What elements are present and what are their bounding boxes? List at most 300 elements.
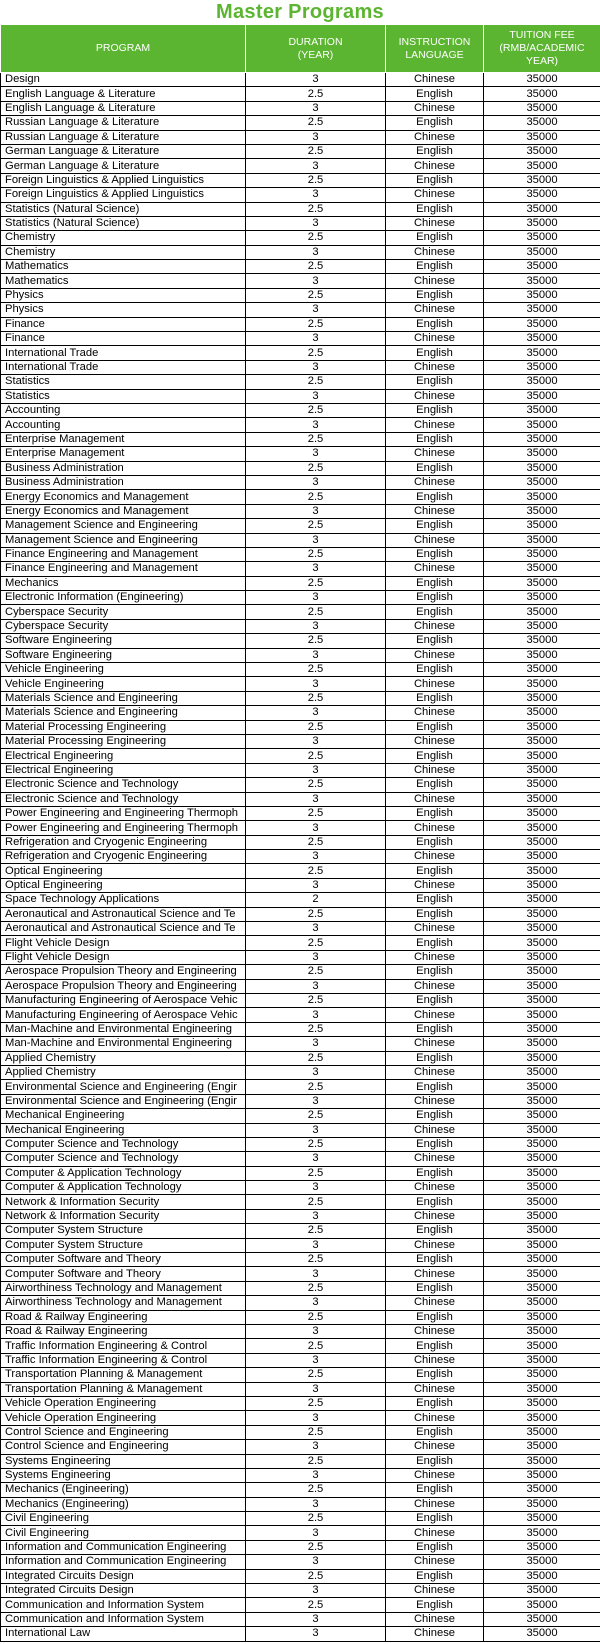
table-row [1,490,600,504]
language-cell: Chinese [386,1238,484,1252]
fee-cell: 35000 [484,792,600,806]
duration-cell: 2.5 [246,116,386,130]
fee-cell: 35000 [484,763,600,777]
table-row [1,1569,600,1583]
program-cell: Environmental Science and Engineering (Engir [1,1094,246,1108]
duration-cell: 2.5 [246,1396,386,1410]
duration-cell: 3 [246,73,386,87]
fee-cell: 35000 [484,1540,600,1554]
table-row [1,1224,600,1238]
duration-cell: 2.5 [246,907,386,921]
table-row [1,922,600,936]
fee-cell: 35000 [484,1267,600,1281]
program-cell: Vehicle Operation Engineering [1,1411,246,1425]
language-cell: Chinese [386,1411,484,1425]
language-cell: Chinese [386,475,484,489]
fee-cell: 35000 [484,778,600,792]
duration-cell: 3 [246,734,386,748]
duration-cell: 2.5 [246,403,386,417]
fee-cell: 35000 [484,619,600,633]
language-cell: Chinese [386,1468,484,1482]
fee-cell: 35000 [484,101,600,115]
language-cell: Chinese [386,1209,484,1223]
table-row [1,1382,600,1396]
fee-cell: 35000 [484,73,600,87]
duration-cell: 3 [246,1296,386,1310]
table-row [1,130,600,144]
fee-cell: 35000 [484,1555,600,1569]
program-cell: Business Administration [1,461,246,475]
fee-cell: 35000 [484,274,600,288]
fee-cell: 35000 [484,389,600,403]
language-cell: English [386,965,484,979]
fee-cell: 35000 [484,144,600,158]
program-cell: Accounting [1,403,246,417]
duration-cell: 2.5 [246,749,386,763]
header-duration [246,25,386,73]
language-cell: Chinese [386,101,484,115]
fee-cell: 35000 [484,1598,600,1612]
fee-cell: 35000 [484,677,600,691]
program-cell: Finance Engineering and Management [1,562,246,576]
fee-cell: 35000 [484,1497,600,1511]
table-row [1,591,600,605]
duration-cell: 3 [246,101,386,115]
duration-cell: 3 [246,1440,386,1454]
table-row [1,936,600,950]
language-cell: Chinese [386,1497,484,1511]
fee-cell: 35000 [484,1324,600,1338]
duration-cell: 3 [246,1065,386,1079]
table-row [1,1281,600,1295]
duration-cell: 3 [246,475,386,489]
language-cell: Chinese [386,274,484,288]
fee-cell: 35000 [484,1368,600,1382]
duration-cell: 2.5 [246,87,386,101]
language-cell: English [386,893,484,907]
language-cell: Chinese [386,1382,484,1396]
program-cell: Materials Science and Engineering [1,691,246,705]
fee-cell: 35000 [484,850,600,864]
language-cell: Chinese [386,130,484,144]
table-row [1,778,600,792]
table-row [1,1209,600,1223]
table-row [1,835,600,849]
table-row [1,1008,600,1022]
table-row [1,1324,600,1338]
table-row [1,734,600,748]
program-cell: Mathematics [1,274,246,288]
language-cell: Chinese [386,1627,484,1641]
fee-cell: 35000 [484,1281,600,1295]
table-row [1,116,600,130]
program-cell: Electronic Science and Technology [1,778,246,792]
language-cell: Chinese [386,562,484,576]
language-cell: Chinese [386,878,484,892]
table-row [1,288,600,302]
table-row [1,188,600,202]
fee-cell: 35000 [484,749,600,763]
fee-cell: 35000 [484,360,600,374]
duration-cell: 3 [246,1526,386,1540]
table-row [1,260,600,274]
duration-cell: 3 [246,922,386,936]
duration-cell: 3 [246,850,386,864]
language-cell: Chinese [386,360,484,374]
language-cell: English [386,663,484,677]
program-cell: International Trade [1,360,246,374]
duration-cell: 3 [246,648,386,662]
fee-cell: 35000 [484,403,600,417]
table-row [1,1310,600,1324]
fee-cell: 35000 [484,878,600,892]
duration-cell: 2.5 [246,576,386,590]
fee-cell: 35000 [484,979,600,993]
program-cell: Chemistry [1,231,246,245]
table-row [1,994,600,1008]
language-cell: English [386,1109,484,1123]
table-row [1,461,600,475]
table-row [1,1037,600,1051]
fee-cell: 35000 [484,188,600,202]
language-cell: Chinese [386,418,484,432]
program-cell: Computer & Application Technology [1,1181,246,1195]
program-cell: Refrigeration and Cryogenic Engineering [1,850,246,864]
language-cell: English [386,346,484,360]
fee-cell: 35000 [484,346,600,360]
program-cell: Mechanics (Engineering) [1,1483,246,1497]
language-cell: English [386,173,484,187]
language-cell: English [386,1569,484,1583]
table-row [1,533,600,547]
program-cell: International Trade [1,346,246,360]
fee-cell: 35000 [484,706,600,720]
language-cell: English [386,1310,484,1324]
language-cell: English [386,116,484,130]
program-cell: Chemistry [1,245,246,259]
duration-cell: 3 [246,1324,386,1338]
program-cell: German Language & Literature [1,144,246,158]
duration-cell: 3 [246,1094,386,1108]
duration-cell: 3 [246,1152,386,1166]
program-cell: Energy Economics and Management [1,504,246,518]
fee-cell: 35000 [484,447,600,461]
program-cell: Materials Science and Engineering [1,706,246,720]
duration-cell: 2.5 [246,663,386,677]
language-cell: English [386,634,484,648]
fee-cell: 35000 [484,1627,600,1641]
program-cell: Business Administration [1,475,246,489]
language-cell: Chinese [386,648,484,662]
table-row [1,1296,600,1310]
table-row [1,173,600,187]
program-cell: Man-Machine and Environmental Engineering [1,1022,246,1036]
table-row [1,677,600,691]
fee-cell: 35000 [484,950,600,964]
language-cell: Chinese [386,533,484,547]
table-row [1,749,600,763]
fee-cell: 35000 [484,418,600,432]
fee-cell: 35000 [484,1382,600,1396]
table-row [1,562,600,576]
table-row [1,403,600,417]
duration-cell: 3 [246,447,386,461]
program-cell: Transportation Planning & Management [1,1382,246,1396]
language-cell: Chinese [386,763,484,777]
language-cell: Chinese [386,1584,484,1598]
table-row [1,878,600,892]
language-cell: Chinese [386,1526,484,1540]
language-cell: English [386,1051,484,1065]
table-row [1,475,600,489]
fee-cell: 35000 [484,490,600,504]
fee-cell: 35000 [484,1094,600,1108]
duration-cell: 3 [246,274,386,288]
language-cell: Chinese [386,332,484,346]
table-row [1,950,600,964]
duration-cell: 2.5 [246,1166,386,1180]
duration-cell: 3 [246,1123,386,1137]
language-cell: English [386,144,484,158]
language-cell: English [386,749,484,763]
program-cell: Power Engineering and Engineering Thermoph [1,821,246,835]
program-cell: Aeronautical and Astronautical Science and Te [1,907,246,921]
language-cell: English [386,1483,484,1497]
program-cell: Material Processing Engineering [1,734,246,748]
fee-cell: 35000 [484,634,600,648]
table-row [1,792,600,806]
fee-cell: 35000 [484,562,600,576]
fee-cell: 35000 [484,806,600,820]
table-row [1,202,600,216]
program-cell: Foreign Linguistics & Applied Linguistics [1,173,246,187]
fee-cell: 35000 [484,216,600,230]
duration-cell: 3 [246,979,386,993]
language-cell: Chinese [386,1152,484,1166]
fee-cell: 35000 [484,1411,600,1425]
language-cell: English [386,720,484,734]
fee-cell: 35000 [484,1137,600,1151]
fee-cell: 35000 [484,475,600,489]
language-cell: English [386,231,484,245]
duration-cell: 3 [246,1209,386,1223]
duration-cell: 3 [246,1612,386,1626]
duration-cell: 3 [246,1008,386,1022]
language-cell: English [386,1540,484,1554]
table-row [1,73,600,87]
table-row [1,850,600,864]
table-row [1,1555,600,1569]
language-cell: English [386,835,484,849]
table-row [1,648,600,662]
language-cell: English [386,1080,484,1094]
program-cell: Control Science and Engineering [1,1425,246,1439]
duration-cell: 2.5 [246,1109,386,1123]
table-row [1,979,600,993]
language-cell: English [386,288,484,302]
table-row [1,1339,600,1353]
language-cell: English [386,403,484,417]
duration-cell: 2.5 [246,346,386,360]
program-cell: Manufacturing Engineering of Aerospace Vehic [1,1008,246,1022]
language-cell: Chinese [386,850,484,864]
fee-cell: 35000 [484,432,600,446]
table-row [1,1080,600,1094]
table-row [1,1612,600,1626]
table-row [1,1166,600,1180]
program-cell: Computer System Structure [1,1224,246,1238]
duration-cell: 3 [246,1382,386,1396]
program-cell: Russian Language & Literature [1,130,246,144]
table-row [1,1454,600,1468]
language-cell: Chinese [386,389,484,403]
duration-cell: 3 [246,878,386,892]
duration-cell: 3 [246,504,386,518]
duration-cell: 3 [246,1555,386,1569]
table-row [1,1396,600,1410]
program-cell: Statistics (Natural Science) [1,202,246,216]
language-cell: Chinese [386,619,484,633]
fee-cell: 35000 [484,1296,600,1310]
table-row [1,1195,600,1209]
program-cell: Power Engineering and Engineering Thermoph [1,806,246,820]
program-cell: German Language & Literature [1,159,246,173]
header-language [386,25,484,73]
table-row [1,418,600,432]
fee-cell: 35000 [484,173,600,187]
duration-cell: 2.5 [246,1339,386,1353]
fee-cell: 35000 [484,821,600,835]
fee-cell: 35000 [484,375,600,389]
fee-cell: 35000 [484,1008,600,1022]
header-duration-line: DURATION [288,35,343,48]
table-row [1,1411,600,1425]
header-program-label: PROGRAM [95,42,151,54]
fee-cell: 35000 [484,1468,600,1482]
duration-cell: 2.5 [246,1080,386,1094]
language-cell: Chinese [386,1296,484,1310]
header-language-line: LANGUAGE [405,48,464,61]
program-cell: Aerospace Propulsion Theory and Engineering [1,979,246,993]
duration-cell: 2.5 [246,936,386,950]
language-cell: English [386,1598,484,1612]
program-cell: Accounting [1,418,246,432]
duration-cell: 2.5 [246,1310,386,1324]
language-cell: English [386,375,484,389]
language-cell: Chinese [386,504,484,518]
language-cell: English [386,1137,484,1151]
language-cell: Chinese [386,979,484,993]
duration-cell: 2.5 [246,173,386,187]
language-cell: English [386,547,484,561]
fee-cell: 35000 [484,835,600,849]
fee-cell: 35000 [484,1512,600,1526]
duration-cell: 2.5 [246,720,386,734]
duration-cell: 3 [246,389,386,403]
language-cell: Chinese [386,216,484,230]
table-row [1,1267,600,1281]
language-cell: Chinese [386,1181,484,1195]
language-cell: English [386,490,484,504]
header-fee [484,25,600,73]
duration-cell: 3 [246,188,386,202]
language-cell: Chinese [386,922,484,936]
fee-cell: 35000 [484,1065,600,1079]
program-cell: Traffic Information Engineering & Control [1,1353,246,1367]
table-row [1,375,600,389]
program-cell: Vehicle Operation Engineering [1,1396,246,1410]
table-row [1,1123,600,1137]
program-cell: Man-Machine and Environmental Engineering [1,1037,246,1051]
fee-cell: 35000 [484,1209,600,1223]
fee-cell: 35000 [484,1310,600,1324]
program-cell: Statistics (Natural Science) [1,216,246,230]
duration-cell: 2.5 [246,835,386,849]
table-row [1,1468,600,1482]
language-cell: English [386,691,484,705]
fee-cell: 35000 [484,605,600,619]
duration-cell: 3 [246,1037,386,1051]
duration-cell: 2.5 [246,260,386,274]
program-cell: Vehicle Engineering [1,677,246,691]
fee-cell: 35000 [484,260,600,274]
fee-cell: 35000 [484,648,600,662]
table-row [1,1584,600,1598]
table-row [1,864,600,878]
language-cell: English [386,317,484,331]
language-cell: English [386,864,484,878]
duration-cell: 2.5 [246,778,386,792]
table-row [1,432,600,446]
fee-cell: 35000 [484,1166,600,1180]
program-cell: Electronic Information (Engineering) [1,591,246,605]
fee-cell: 35000 [484,734,600,748]
duration-cell: 2.5 [246,1253,386,1267]
program-cell: Foreign Linguistics & Applied Linguistics [1,188,246,202]
language-cell: English [386,994,484,1008]
language-cell: Chinese [386,73,484,87]
fee-cell: 35000 [484,893,600,907]
program-cell: Russian Language & Literature [1,116,246,130]
page-title: Master Programs [216,1,384,23]
program-cell: Mechanical Engineering [1,1123,246,1137]
table-row [1,1065,600,1079]
table-row [1,504,600,518]
fee-cell: 35000 [484,1353,600,1367]
duration-cell: 3 [246,1497,386,1511]
language-cell: English [386,1512,484,1526]
table-row [1,1137,600,1151]
fee-cell: 35000 [484,1195,600,1209]
header-fee-line: YEAR) [525,55,559,67]
fee-cell: 35000 [484,332,600,346]
table-row [1,821,600,835]
language-cell: Chinese [386,159,484,173]
table-row [1,1353,600,1367]
program-cell: Computer Software and Theory [1,1267,246,1281]
program-cell: Energy Economics and Management [1,490,246,504]
language-cell: English [386,1368,484,1382]
duration-cell: 3 [246,1627,386,1641]
duration-cell: 3 [246,1353,386,1367]
duration-cell: 2.5 [246,1195,386,1209]
table-row [1,231,600,245]
fee-cell: 35000 [484,1440,600,1454]
fee-cell: 35000 [484,1253,600,1267]
duration-cell: 3 [246,763,386,777]
program-cell: Space Technology Applications [1,893,246,907]
duration-cell: 3 [246,706,386,720]
